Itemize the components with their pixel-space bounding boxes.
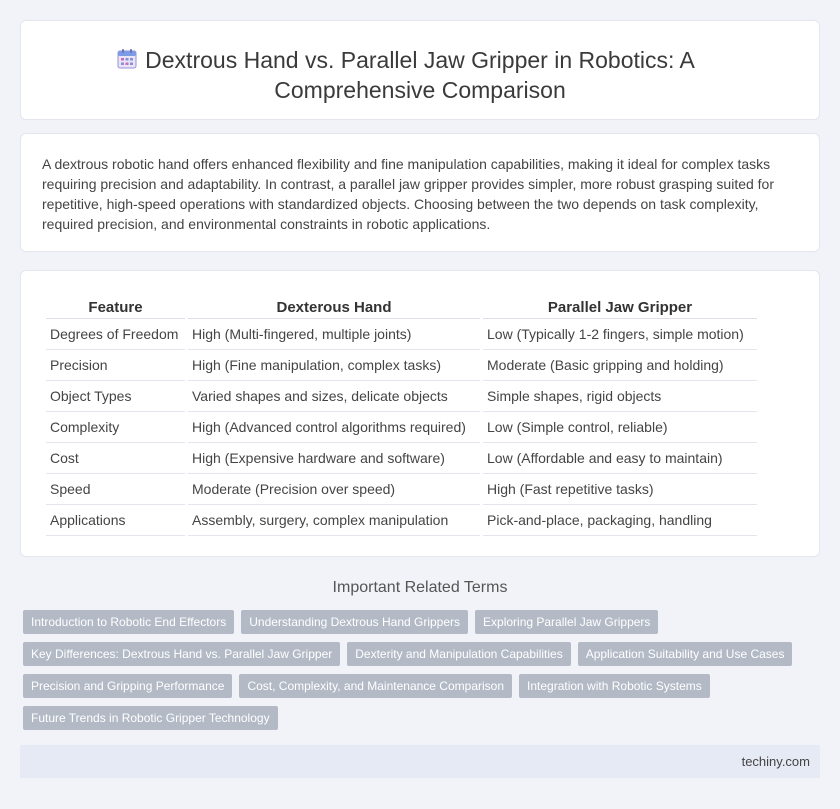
table-cell: Cost	[46, 443, 185, 474]
related-term-tag[interactable]: Key Differences: Dextrous Hand vs. Parallel Jaw Gripper	[23, 642, 340, 666]
footer-brand[interactable]: techiny.com	[741, 754, 810, 769]
related-terms-heading: Important Related Terms	[332, 579, 508, 596]
related-term-tag[interactable]: Exploring Parallel Jaw Grippers	[475, 610, 658, 634]
related-term-tag[interactable]: Cost, Complexity, and Maintenance Comparison	[239, 674, 512, 698]
calendar-icon	[116, 48, 138, 70]
intro-card	[20, 133, 820, 252]
tag-row	[23, 642, 823, 666]
table-row	[46, 443, 757, 474]
table-row	[46, 412, 757, 443]
related-terms-list	[23, 610, 823, 738]
table-header-row	[46, 297, 757, 319]
table-row	[46, 350, 757, 381]
title-card	[20, 20, 820, 120]
table-row	[46, 381, 757, 412]
tag-row	[23, 610, 823, 634]
related-term-tag[interactable]: Understanding Dextrous Hand Grippers	[241, 610, 468, 634]
page-title: Dextrous Hand vs. Parallel Jaw Gripper in Robotics: A Comprehensive Comparison	[145, 47, 695, 103]
table-cell: Degrees of Freedom	[46, 319, 185, 350]
table-cell: High (Multi-fingered, multiple joints)	[188, 319, 480, 350]
table-cell: Low (Simple control, reliable)	[483, 412, 757, 443]
table-cell: Object Types	[46, 381, 185, 412]
table-cell: Low (Typically 1-2 fingers, simple motion)	[483, 319, 757, 350]
table-cell: Precision	[46, 350, 185, 381]
intro-paragraph: A dextrous robotic hand offers enhanced flexibility and fine manipulation capabilities, making it ideal for complex tasks requiring precision and adaptability. In contrast, a parallel jaw gripper provides simpler, more robust grasping suited for repetitive, high-speed operations with standardized objects. Choosing between the two depends on task complexity, required precision, and environmental constraints in robotic applications.	[42, 156, 775, 232]
table-cell: High (Fine manipulation, complex tasks)	[188, 350, 480, 381]
tag-row	[23, 706, 823, 730]
table-row	[46, 505, 757, 536]
table-cell: Speed	[46, 474, 185, 505]
related-term-tag[interactable]: Precision and Gripping Performance	[23, 674, 232, 698]
table-cell: High (Advanced control algorithms required)	[188, 412, 480, 443]
table-cell: Pick-and-place, packaging, handling	[483, 505, 757, 536]
footer	[20, 745, 820, 778]
table-row	[46, 319, 757, 350]
column-header: Parallel Jaw Gripper	[483, 297, 757, 319]
tag-row	[23, 674, 823, 698]
table-cell: Varied shapes and sizes, delicate objects	[188, 381, 480, 412]
related-term-tag[interactable]: Integration with Robotic Systems	[519, 674, 710, 698]
comparison-table	[43, 297, 760, 536]
related-term-tag[interactable]: Application Suitability and Use Cases	[578, 642, 793, 666]
table-cell: Simple shapes, rigid objects	[483, 381, 757, 412]
table-cell: Applications	[46, 505, 185, 536]
column-header: Dexterous Hand	[188, 297, 480, 319]
table-cell: Assembly, surgery, complex manipulation	[188, 505, 480, 536]
table-cell: High (Expensive hardware and software)	[188, 443, 480, 474]
title-container	[21, 45, 819, 105]
table-cell: Complexity	[46, 412, 185, 443]
related-term-tag[interactable]: Future Trends in Robotic Gripper Technology	[23, 706, 278, 730]
table-row	[46, 474, 757, 505]
table-cell: Low (Affordable and easy to maintain)	[483, 443, 757, 474]
related-term-tag[interactable]: Introduction to Robotic End Effectors	[23, 610, 234, 634]
table-cell: Moderate (Basic gripping and holding)	[483, 350, 757, 381]
table-cell: High (Fast repetitive tasks)	[483, 474, 757, 505]
table-cell: Moderate (Precision over speed)	[188, 474, 480, 505]
related-term-tag[interactable]: Dexterity and Manipulation Capabilities	[347, 642, 570, 666]
comparison-card	[20, 270, 820, 557]
column-header: Feature	[46, 297, 185, 319]
